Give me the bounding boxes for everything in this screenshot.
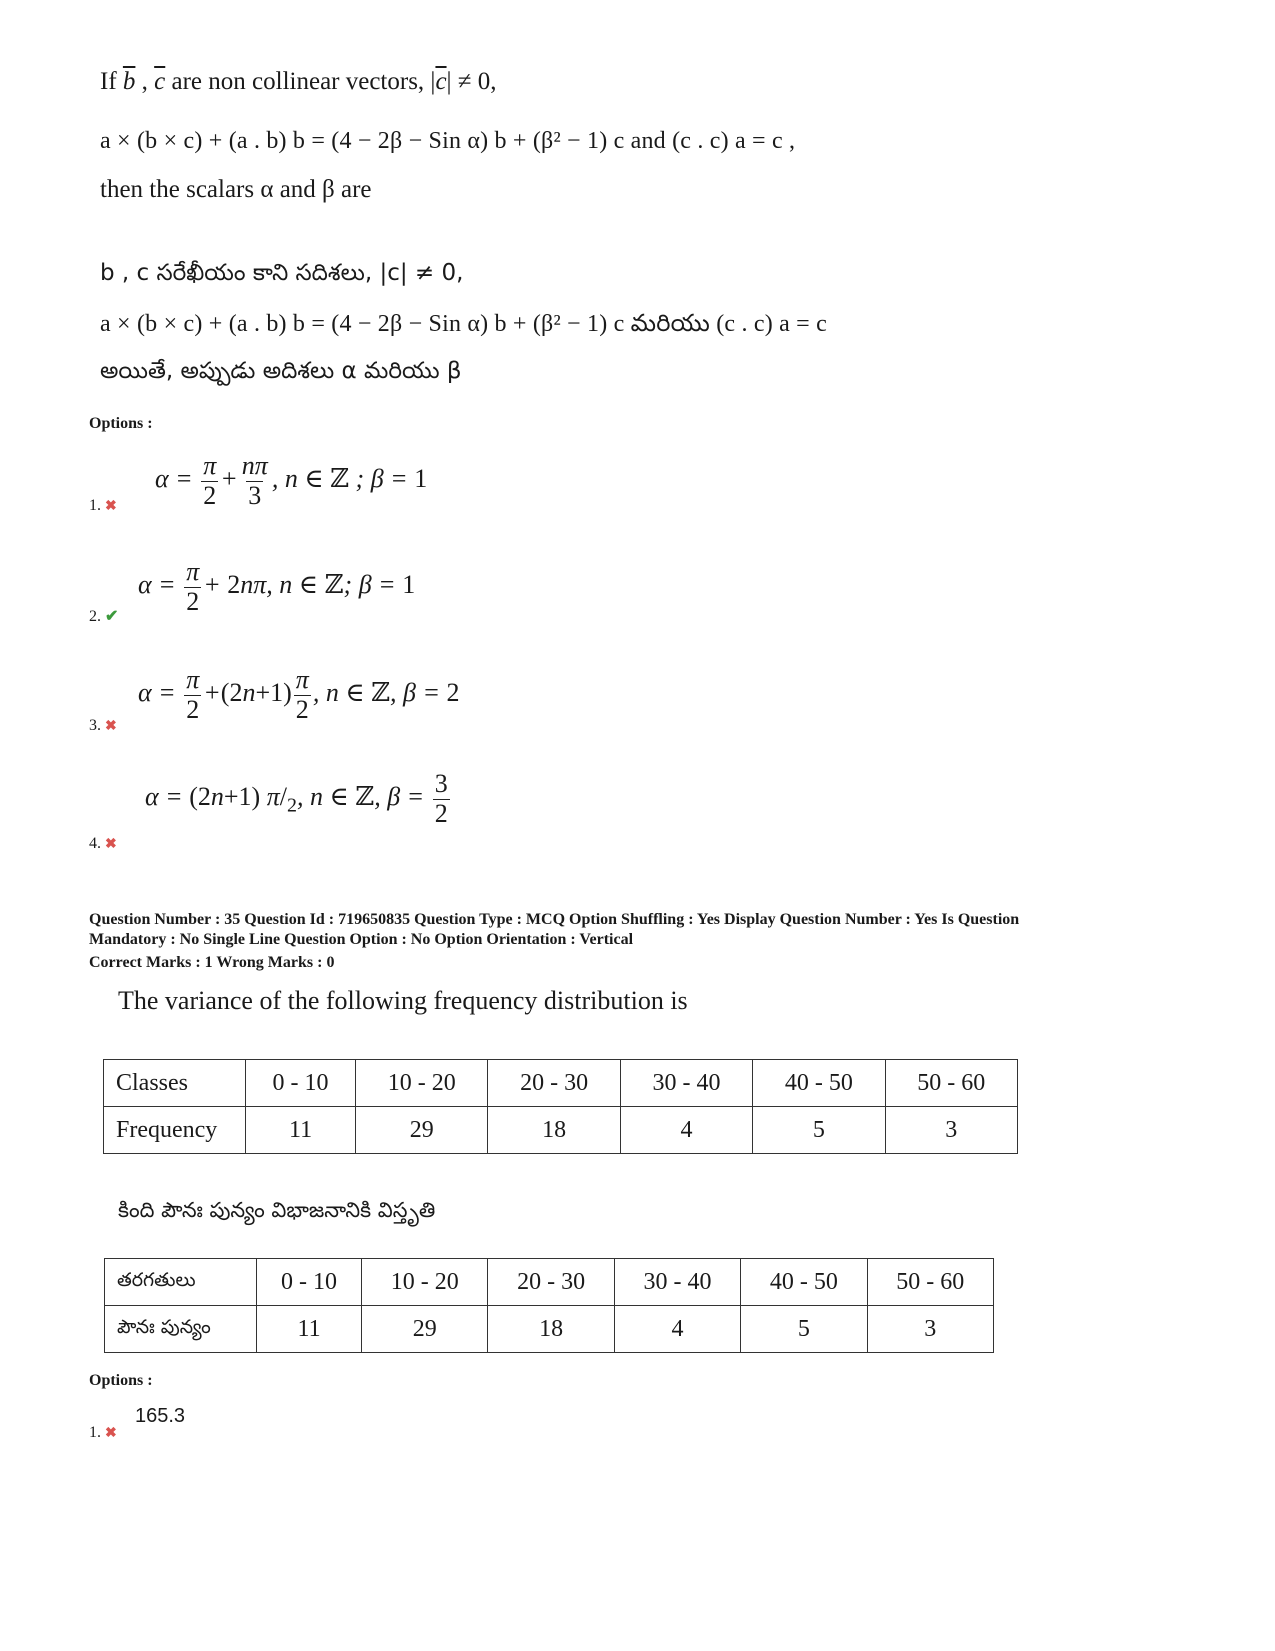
table-cell: 30 - 40 [620,1060,752,1107]
option-2-formula: α = $\frac{\pi}{2}$ + 2nπ, n ∈ ℤ; β = 1 [138,557,416,616]
text-fragment: , [135,68,155,95]
table-cell: 18 [488,1306,614,1353]
q34-en-equation: a × (b × c) + (a . b) b = (4 − 2β − Sin α) b + (β² − 1) c and (c . c) a = c , [100,128,796,154]
q35-option-1[interactable] [89,1424,117,1442]
frequency-table-en [103,1059,1018,1154]
table-cell: 3 [885,1107,1017,1154]
table-cell: Frequency [104,1107,246,1154]
table-cell: 3 [867,1306,993,1353]
option-number: 2. [89,608,101,625]
option-3[interactable] [89,717,117,735]
table-row [105,1259,994,1306]
table-row [104,1107,1018,1154]
text-fragment: | ≠ 0, [446,68,497,95]
vector-c: $\overline{c}$ [435,68,447,95]
table-cell: 0 - 10 [257,1259,362,1306]
question-text-en: The variance of the following frequency distribution is [118,986,688,1015]
option-4[interactable] [89,835,117,853]
question-text-te: కింది పౌనః పున్యం విభాజనానికి విస్తృతి [118,1198,436,1222]
table-cell: 50 - 60 [885,1060,1017,1107]
wrong-icon: ✖ [105,1426,117,1441]
text-fragment: If [100,68,123,95]
question-meta-line1: Question Number : 35 Question Id : 719650835 Question Type : MCQ Option Shuffling : Yes Display Question Number : Yes Is Question [89,911,1020,928]
frequency-table-te [104,1258,994,1353]
table-cell: 10 - 20 [362,1259,488,1306]
table-cell: 40 - 50 [741,1259,867,1306]
table-cell: Classes [104,1060,246,1107]
question-meta-line2: Mandatory : No Single Line Question Option : No Option Orientation : Vertical [89,931,634,948]
table-cell: 4 [620,1107,752,1154]
q34-te-line1: b , c సరేఖీయం కాని సదిశలు, |c| ≠ 0, [100,260,464,286]
table-cell: 5 [753,1107,885,1154]
q34-te-equation: a × (b × c) + (a . b) b = (4 − 2β − Sin α) b + (β² − 1) c మరియు (c . c) a = c [100,311,827,337]
table-row [104,1060,1018,1107]
check-icon: ✔ [105,608,119,625]
question-marks: Correct Marks : 1 Wrong Marks : 0 [89,954,335,971]
table-cell: 29 [362,1306,488,1353]
option-1-formula: α = $\frac{\pi}{2}$ + $\frac{n\pi}{3}$ , n ∈ ℤ ; β = 1 [155,451,428,510]
option-1[interactable] [89,497,117,515]
table-cell: 10 - 20 [356,1060,488,1107]
option-4-formula: α = (2n+1) $\pi/_2$, n ∈ ℤ, β = $\frac{3}{2}$ [145,769,448,828]
option-1-value: 165.3 [135,1405,186,1427]
table-cell: 11 [257,1306,362,1353]
text-fragment: are non collinear vectors, | [165,68,436,95]
option-2[interactable] [89,606,118,626]
options-label: Options : [89,1372,153,1389]
table-cell: 40 - 50 [753,1060,885,1107]
table-cell: 18 [488,1107,620,1154]
vector-b: $\overline{b}$ [122,68,136,95]
table-cell: 11 [246,1107,356,1154]
table-cell: తరగతులు [105,1259,257,1306]
options-label: Options : [89,415,153,432]
table-cell: 5 [741,1306,867,1353]
option-number: 3. [89,717,101,734]
option-number: 4. [89,835,101,852]
table-cell: 50 - 60 [867,1259,993,1306]
option-3-formula: α = $\frac{\pi}{2}$ +(2n+1) $\frac{\pi}{2}$ , n ∈ ℤ, β = 2 [138,665,460,724]
option-number: 1. [89,497,101,514]
q34-te-line3: అయితే, అప్పుడు అదిశలు α మరియు β [100,358,462,384]
table-cell: 29 [356,1107,488,1154]
vector-c: $\overline{c}$ [154,68,166,95]
table-row [105,1306,994,1353]
q34-en-line1 [100,68,497,96]
question-meta [89,910,1019,950]
q34-en-line3: then the scalars α and β are [100,176,372,203]
table-cell: 4 [614,1306,740,1353]
wrong-icon: ✖ [105,837,117,852]
wrong-icon: ✖ [105,719,117,734]
wrong-icon: ✖ [105,499,117,514]
table-cell: 30 - 40 [614,1259,740,1306]
table-cell: 20 - 30 [488,1060,620,1107]
table-cell: 0 - 10 [246,1060,356,1107]
table-cell: పౌనః పున్యం [105,1306,257,1353]
option-number: 1. [89,1424,101,1441]
table-cell: 20 - 30 [488,1259,614,1306]
